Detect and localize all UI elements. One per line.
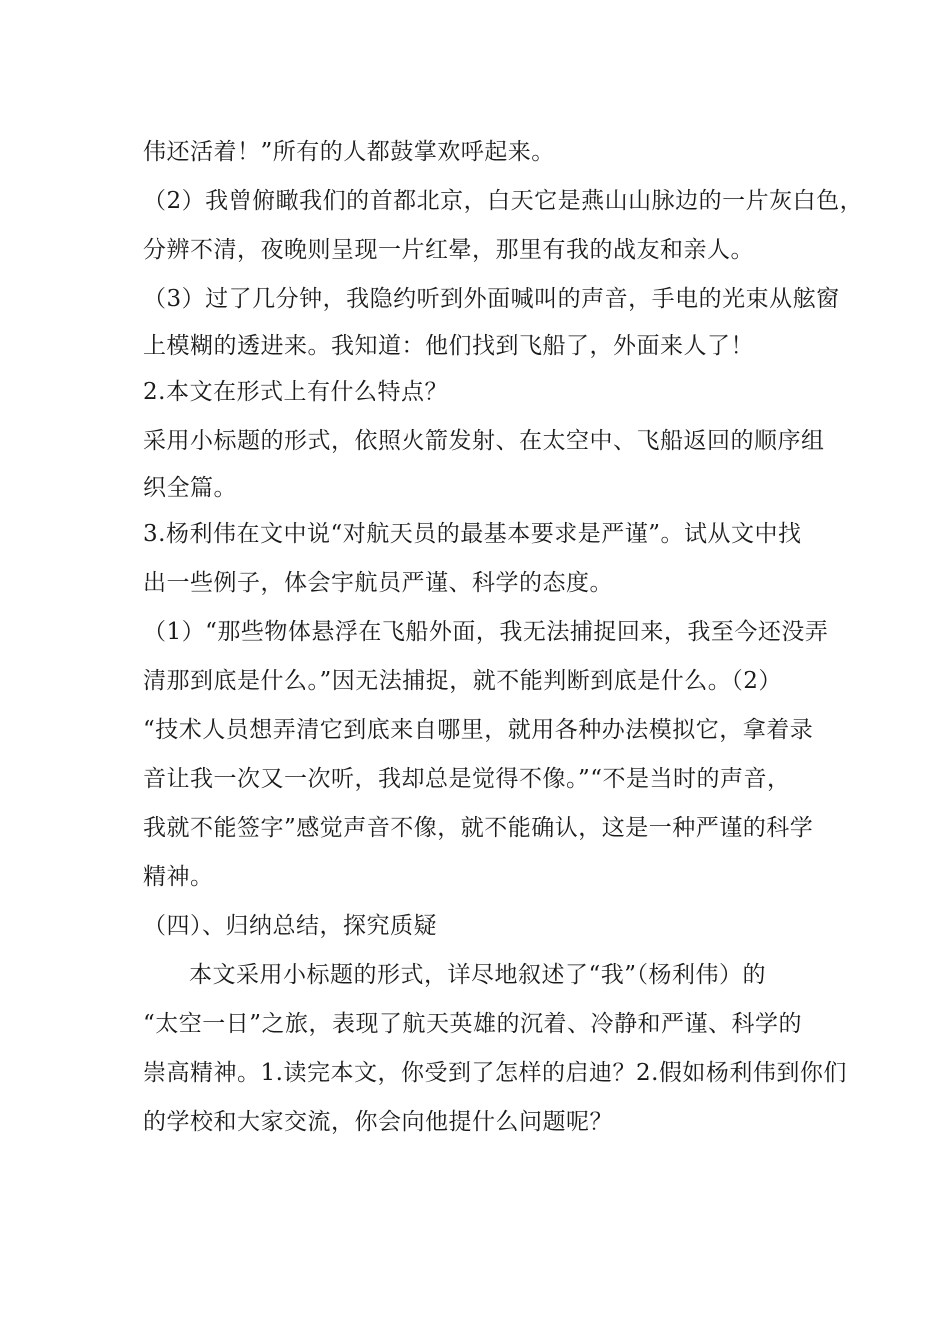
- question-heading: 2.本文在形式上有什么特点？: [143, 379, 448, 405]
- text-line: 崇高精神。1.读完本文，你受到了怎样的启迪？2.假如杨利伟到你们: [143, 1060, 847, 1086]
- text-line: 织全篇。: [143, 475, 237, 501]
- section-heading: （四）、归纳总结，探究质疑: [143, 913, 437, 939]
- question-heading: 3.杨利伟在文中说“对航天员的最基本要求是严谨”。试从文中找: [143, 521, 802, 547]
- text-line: 伟还活着！”所有的人都鼓掌欢呼起来。: [143, 139, 555, 165]
- text-line: 精神。: [143, 864, 214, 890]
- text-line: 出一些例子，体会宇航员严谨、科学的态度。: [143, 570, 613, 596]
- text-line: “太空一日”之旅，表现了航天英雄的沉着、冷静和严谨、科学的: [143, 1011, 803, 1037]
- text-line: 分辨不清，夜晚则呈现一片红晕，那里有我的战友和亲人。: [143, 237, 754, 263]
- text-line: （2）我曾俯瞰我们的首都北京，白天它是燕山山脉边的一片灰白色，: [143, 188, 864, 214]
- text-line: 音让我一次又一次听，我却总是觉得不像。”“不是当时的声音，: [143, 766, 791, 792]
- text-line: 上模糊的透进来。我知道：他们找到飞船了，外面来人了！: [143, 333, 754, 359]
- text-line: “技术人员想弄清它到底来自哪里，就用各种办法模拟它，拿着录: [143, 717, 814, 743]
- text-line: 清那到底是什么。”因无法捕捉，就不能判断到底是什么。（2）: [143, 668, 782, 694]
- text-line: 本文采用小标题的形式，详尽地叙述了“我”（杨利伟）的: [189, 962, 767, 988]
- text-line: 我就不能签字”感觉声音不像，就不能确认，这是一种严谨的科学: [143, 815, 814, 841]
- text-line: （3）过了几分钟，我隐约听到外面喊叫的声音，手电的光束从舷窗: [143, 286, 840, 312]
- text-line: （1）“那些物体悬浮在飞船外面，我无法捕捉回来，我至今还没弄: [143, 619, 829, 645]
- document-page: [143, 128, 864, 1147]
- text-line: 的学校和大家交流，你会向他提什么问题呢？: [143, 1109, 613, 1135]
- text-line: 采用小标题的形式，依照火箭发射、在太空中、飞船返回的顺序组: [143, 428, 825, 454]
